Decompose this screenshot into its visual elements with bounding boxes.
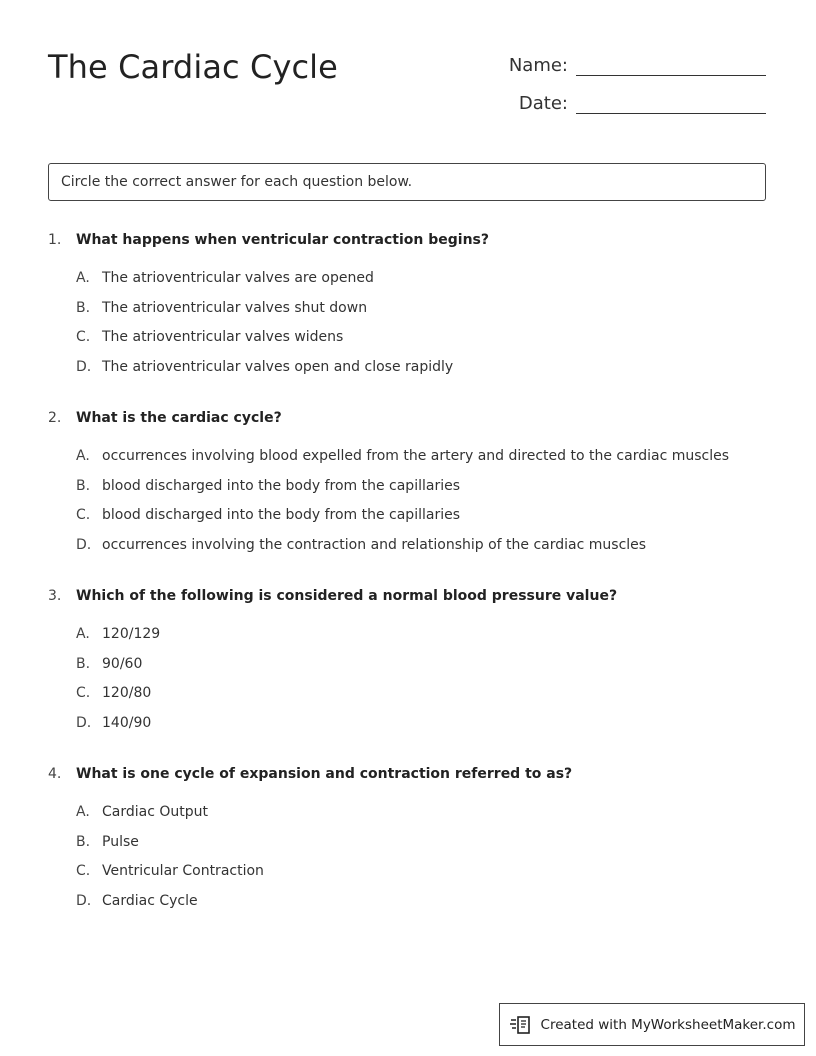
answer-option[interactable] <box>76 861 768 891</box>
option-letter: B. <box>76 299 91 316</box>
instructions-box: Circle the correct answer for each question below. <box>48 163 766 201</box>
question-text: What happens when ventricular contraction begins? <box>76 232 489 248</box>
option-text: blood discharged into the body from the capillaries <box>102 477 460 494</box>
answer-option[interactable] <box>76 535 768 565</box>
option-letter: A. <box>76 270 90 286</box>
option-letter: C. <box>76 329 91 345</box>
question-2 <box>48 408 768 564</box>
option-letter: B. <box>76 655 91 672</box>
question-heading <box>48 230 768 250</box>
option-text: Cardiac Output <box>102 804 208 820</box>
option-text: Pulse <box>102 833 139 850</box>
option-text: The atrioventricular valves shut down <box>102 299 368 316</box>
option-letter: A. <box>76 626 90 642</box>
option-letter: D. <box>76 358 92 375</box>
date-line <box>576 93 766 114</box>
answer-option[interactable] <box>76 624 768 654</box>
question-list <box>48 230 768 942</box>
option-letter: D. <box>76 536 92 553</box>
footer-text: Created with MyWorksheetMaker.com <box>540 1016 796 1033</box>
name-field <box>506 55 766 76</box>
option-text: 140/90 <box>102 714 152 731</box>
date-field <box>506 93 766 114</box>
answer-option[interactable] <box>76 446 768 476</box>
answer-option[interactable] <box>76 505 768 535</box>
question-heading <box>48 408 768 428</box>
question-3 <box>48 586 768 742</box>
answer-option[interactable] <box>76 713 768 743</box>
answer-option[interactable] <box>76 476 768 506</box>
answer-option[interactable] <box>76 298 768 328</box>
question-number: 1. <box>48 232 62 248</box>
option-letter: B. <box>76 833 91 850</box>
option-text: 90/60 <box>102 655 143 672</box>
answer-option[interactable] <box>76 654 768 684</box>
question-1 <box>48 230 768 386</box>
answer-options <box>48 446 768 564</box>
worksheet-maker-logo-icon <box>509 1015 533 1035</box>
option-letter: C. <box>76 685 91 701</box>
question-4 <box>48 764 768 920</box>
option-text: The atrioventricular valves widens <box>102 329 344 345</box>
option-letter: A. <box>76 804 90 820</box>
answer-option[interactable] <box>76 357 768 387</box>
answer-options <box>48 802 768 920</box>
question-text: What is one cycle of expansion and contraction referred to as? <box>76 766 573 782</box>
option-text: The atrioventricular valves open and close rapidly <box>102 358 454 375</box>
option-letter: C. <box>76 507 91 523</box>
option-text: Cardiac Cycle <box>102 892 198 909</box>
page-title: The Cardiac Cycle <box>48 48 338 86</box>
date-label: Date: <box>518 93 568 114</box>
name-label: Name: <box>508 55 568 76</box>
option-text: 120/80 <box>102 685 152 701</box>
question-heading <box>48 586 768 606</box>
answer-option[interactable] <box>76 802 768 832</box>
option-text: occurrences involving the contraction and relationship of the cardiac muscles <box>102 536 647 553</box>
option-letter: D. <box>76 714 92 731</box>
option-letter: A. <box>76 448 90 464</box>
question-text: What is the cardiac cycle? <box>76 410 282 426</box>
option-text: blood discharged into the body from the capillaries <box>102 507 460 523</box>
option-text: 120/129 <box>102 626 161 642</box>
answer-options <box>48 624 768 742</box>
question-heading <box>48 764 768 784</box>
option-text: The atrioventricular valves are opened <box>102 270 374 286</box>
question-number: 4. <box>48 766 62 782</box>
question-number: 2. <box>48 410 62 426</box>
footer-credit <box>499 1003 805 1046</box>
question-text: Which of the following is considered a normal blood pressure value? <box>76 588 618 604</box>
option-text: Ventricular Contraction <box>102 863 264 879</box>
option-letter: D. <box>76 892 92 909</box>
option-letter: B. <box>76 477 91 494</box>
question-number: 3. <box>48 588 62 604</box>
option-letter: C. <box>76 863 91 879</box>
name-line <box>576 55 766 76</box>
answer-options <box>48 268 768 386</box>
answer-option[interactable] <box>76 832 768 862</box>
answer-option[interactable] <box>76 327 768 357</box>
answer-option[interactable] <box>76 683 768 713</box>
answer-option[interactable] <box>76 891 768 921</box>
option-text: occurrences involving blood expelled from the artery and directed to the cardiac muscles <box>102 448 730 464</box>
answer-option[interactable] <box>76 268 768 298</box>
